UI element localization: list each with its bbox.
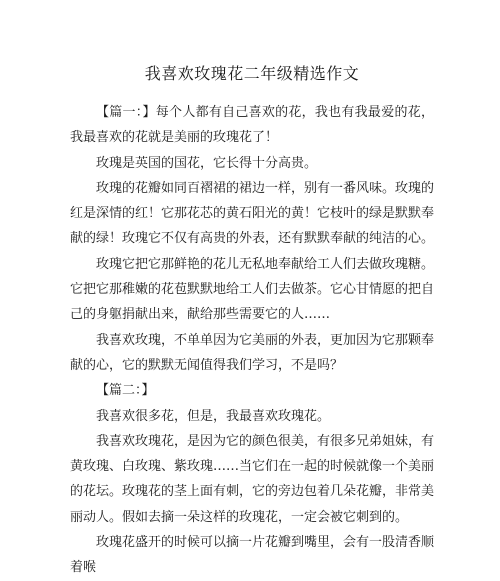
paragraph-5 bbox=[70, 328, 434, 379]
section-heading-1: 【篇一：】 bbox=[96, 105, 156, 120]
paragraph-text: 我喜欢很多花，但是，我最喜欢玫瑰花。 bbox=[96, 408, 331, 424]
paragraph-9 bbox=[70, 530, 434, 581]
paragraph-7 bbox=[70, 404, 434, 429]
paragraph-text: 玫瑰是英国的国花，它长得十分高贵。 bbox=[96, 155, 318, 171]
paragraph-text: 玫瑰它把它那鲜艳的花儿无私地奉献给工人们去做玫瑰糖。它把它那稚嫩的花苞默默地给工人们去做茶。它心甘情愿的把自己的身躯捐献出来，献给那些需要它的人…… bbox=[70, 256, 435, 323]
paragraph-text: 我喜欢玫瑰，不单单因为它美丽的外表，更加因为它那颗奉献的心，它的默默无闻值得我们学习，不是吗？ bbox=[70, 332, 435, 373]
paragraph-text: 每个人都有自己喜欢的花，我也有我最爱的花，我最喜欢的花就是美丽的玫瑰花了！ bbox=[70, 105, 434, 146]
paragraph-8 bbox=[70, 429, 434, 530]
paragraph-2 bbox=[70, 151, 434, 176]
paragraph-text: 玫瑰花盛开的时候可以摘一片花瓣到嘴里，会有一股清香顺着喉 bbox=[70, 535, 435, 576]
paragraph-3 bbox=[70, 176, 434, 252]
paragraph-6 bbox=[70, 378, 434, 403]
document-body bbox=[70, 100, 434, 581]
paragraph-text: 我喜欢玫瑰花，是因为它的颜色很美，有很多兄弟姐妹，有黄玫瑰、白玫瑰、紫玫瑰……当它们在一起的时候就像一个美丽的花坛。玫瑰花的茎上面有刺，它的旁边包着几朵花瓣，非常美丽动人。假如去摘一朵这样的玫瑰花，一定会被它刺到的。 bbox=[70, 433, 435, 525]
paragraph-4 bbox=[70, 252, 434, 328]
paragraph-1 bbox=[70, 100, 434, 151]
paragraph-text: 玫瑰的花瓣如同百褶裙的裙边一样，别有一番风味。玫瑰的红是深情的红！它那花芯的黄石阳光的黄！它枝叶的绿是默默奉献的绿！玫瑰它不仅有高贵的外表，还有默默奉献的纯洁的心。 bbox=[70, 180, 435, 247]
section-heading-2: 【篇二：】 bbox=[96, 383, 155, 399]
document-title: 我喜欢玫瑰花二年级精选作文 bbox=[144, 64, 360, 83]
